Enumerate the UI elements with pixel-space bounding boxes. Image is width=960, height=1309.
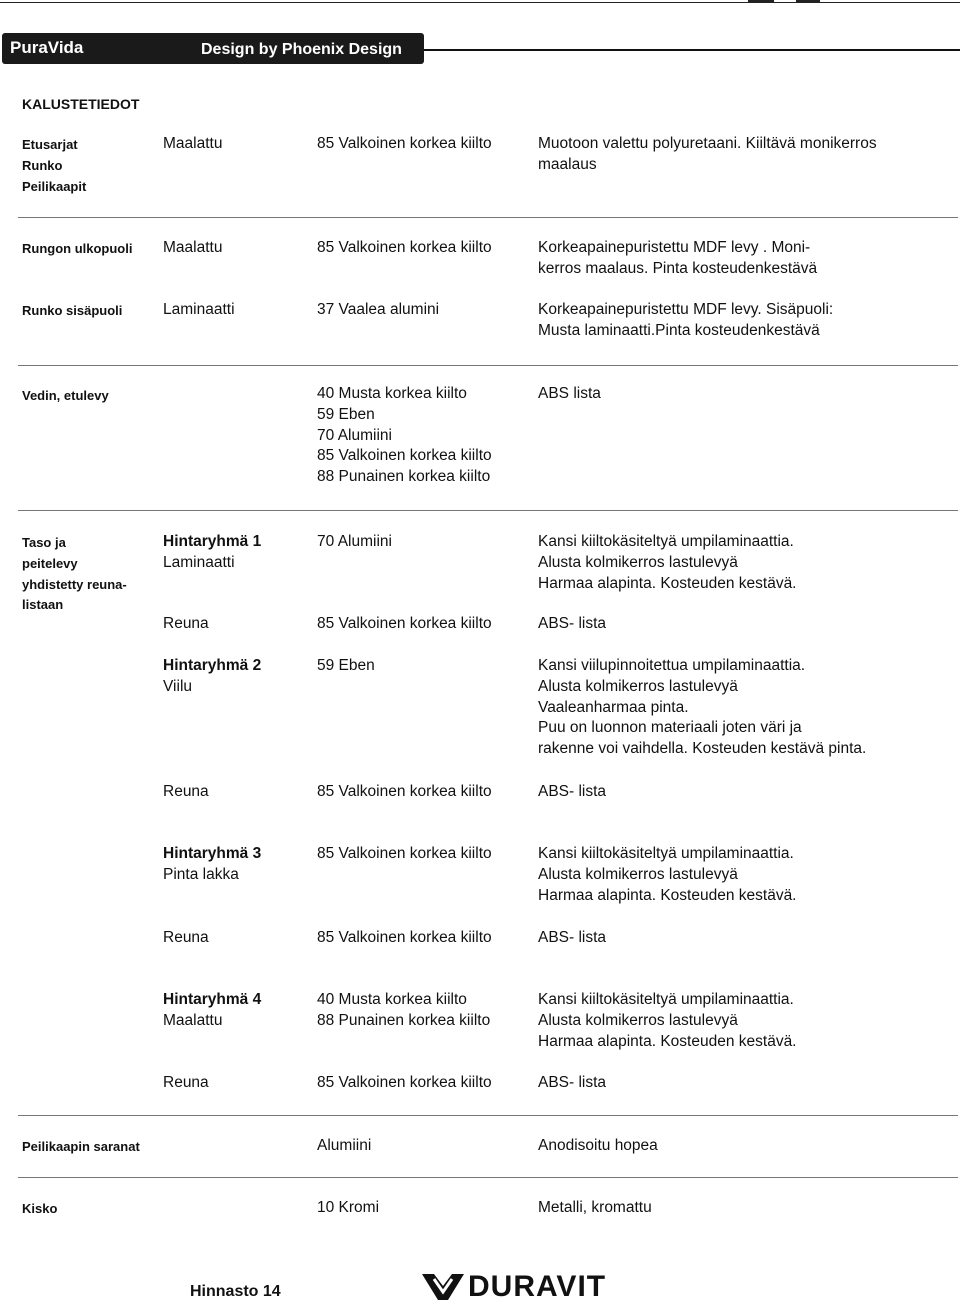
desc-line: Muotoon valettu polyuretaani. Kiiltävä monikerros	[538, 135, 877, 152]
price-group-material: Pinta lakka	[163, 865, 239, 883]
colour-list	[317, 384, 492, 488]
row-label-vedin-etulevy: Vedin, etulevy	[22, 388, 109, 403]
description-cell	[538, 990, 797, 1052]
header-rule	[424, 49, 960, 51]
price-group-name: Hintaryhmä 1	[163, 533, 262, 550]
desc-line: Musta laminaatti.Pinta kosteudenkestävä	[538, 321, 820, 339]
colour-list	[317, 990, 490, 1032]
colour-item: 40 Musta korkea kiilto	[317, 991, 467, 1008]
row-divider	[18, 365, 958, 366]
desc-line: kerros maalaus. Pinta kosteudenkestävä	[538, 259, 818, 277]
price-group-2	[163, 656, 261, 698]
row-label-runko-sisapuoli: Runko sisäpuoli	[22, 303, 123, 318]
edge-label: Reuna	[163, 783, 209, 800]
label-line: listaan	[22, 597, 64, 613]
price-group-name: Hintaryhmä 2	[163, 657, 262, 674]
desc-line: Kansi kiiltokäsiteltyä umpilaminaattia.	[538, 991, 794, 1008]
edge-label: Reuna	[163, 615, 209, 632]
label-line: Taso ja	[22, 535, 66, 550]
edge-label: Reuna	[163, 929, 209, 946]
row-label-peilikaapin-saranat: Peilikaapin saranat	[22, 1139, 140, 1154]
price-group-material: Maalattu	[163, 1011, 223, 1029]
description-cell	[538, 656, 866, 760]
row-divider	[18, 1177, 958, 1178]
desc-line: Alusta kolmikerros lastulevyä	[538, 865, 738, 883]
row-label-etusarjat	[22, 135, 86, 197]
colour-item: 59 Eben	[317, 405, 375, 423]
price-group-material: Viilu	[163, 677, 193, 695]
colour-item: 40 Musta korkea kiilto	[317, 385, 467, 402]
colour-cell: 37 Vaalea alumini	[317, 301, 440, 318]
price-group-4	[163, 990, 261, 1032]
colour-item: 70 Alumiini	[317, 426, 392, 444]
label-line: Runko	[22, 157, 63, 173]
label-line: Peilikaapit	[22, 178, 87, 194]
top-border-line	[0, 2, 960, 3]
designer-tagline: Design by Phoenix Design	[201, 41, 402, 58]
colour-cell: 85 Valkoinen korkea kiilto	[317, 135, 492, 152]
colour-cell: 85 Valkoinen korkea kiilto	[317, 239, 492, 256]
section-title: KALUSTETIEDOT	[22, 96, 140, 112]
row-divider	[18, 510, 958, 511]
desc-line: Alusta kolmikerros lastulevyä	[538, 1011, 738, 1029]
price-group-material: Laminaatti	[163, 553, 235, 571]
desc-line: Korkeapainepuristettu MDF levy. Sisäpuoli:	[538, 301, 834, 318]
desc-line: maalaus	[538, 155, 597, 173]
description-cell	[538, 844, 797, 906]
edge-colour: 85 Valkoinen korkea kiilto	[317, 929, 492, 946]
desc-line: Harmaa alapinta. Kosteuden kestävä.	[538, 574, 797, 592]
desc-line: Kansi kiiltokäsiteltyä umpilaminaattia.	[538, 533, 794, 550]
edge-description: ABS- lista	[538, 783, 607, 800]
description-cell	[538, 134, 877, 176]
price-group-name: Hintaryhmä 3	[163, 845, 262, 862]
edge-description: ABS- lista	[538, 1074, 607, 1091]
desc-line: Kansi kiiltokäsiteltyä umpilaminaattia.	[538, 845, 794, 862]
logo-wordmark: DURAVIT	[468, 1270, 607, 1303]
edge-colour: 85 Valkoinen korkea kiilto	[317, 1074, 492, 1091]
row-label-taso-ja-peitelevy	[22, 533, 127, 616]
edge-colour: 85 Valkoinen korkea kiilto	[317, 783, 492, 800]
desc-line: Alusta kolmikerros lastulevyä	[538, 553, 738, 571]
desc-line: Harmaa alapinta. Kosteuden kestävä.	[538, 886, 797, 904]
colour-item: 88 Punainen korkea kiilto	[317, 468, 491, 486]
description-cell	[538, 300, 833, 342]
price-group-name: Hintaryhmä 4	[163, 991, 262, 1008]
description-cell: Metalli, kromattu	[538, 1199, 652, 1216]
label-line: peitelevy	[22, 555, 78, 571]
description-cell	[538, 532, 797, 594]
colour-cell: 10 Kromi	[317, 1199, 380, 1216]
edge-label: Reuna	[163, 1074, 209, 1091]
desc-line: Puu on luonnon materiaali joten väri ja	[538, 719, 802, 737]
edge-description: ABS- lista	[538, 615, 607, 632]
finish-cell: Maalattu	[163, 135, 223, 152]
row-divider	[18, 1115, 958, 1116]
top-mark	[748, 0, 774, 2]
finish-cell: Maalattu	[163, 239, 223, 256]
label-line: yhdistetty reuna-	[22, 576, 127, 592]
price-group-1	[163, 532, 261, 574]
desc-line: Korkeapainepuristettu MDF levy . Moni-	[538, 239, 811, 256]
desc-line: Alusta kolmikerros lastulevyä	[538, 677, 738, 695]
colour-item: 88 Punainen korkea kiilto	[317, 1011, 491, 1029]
description-cell: ABS lista	[538, 385, 601, 402]
description-cell	[538, 238, 817, 280]
edge-description: ABS- lista	[538, 929, 607, 946]
top-mark	[796, 0, 820, 2]
finish-cell: Laminaatti	[163, 301, 235, 318]
row-label-kisko: Kisko	[22, 1201, 58, 1216]
desc-line: Vaaleanharmaa pinta.	[538, 698, 689, 716]
row-divider	[18, 217, 958, 218]
desc-line: rakenne voi vaihdella. Kosteuden kestävä pinta.	[538, 740, 867, 758]
edge-colour: 85 Valkoinen korkea kiilto	[317, 615, 492, 632]
colour-item: 85 Valkoinen korkea kiilto	[317, 447, 492, 465]
price-group-3	[163, 844, 261, 886]
row-label-rungon-ulkopuoli: Rungon ulkopuoli	[22, 241, 133, 256]
header-bar	[2, 33, 424, 64]
duravit-logo	[420, 1268, 606, 1306]
description-cell: Anodisoitu hopea	[538, 1137, 658, 1154]
desc-line: Harmaa alapinta. Kosteuden kestävä.	[538, 1032, 797, 1050]
label-line: Etusarjat	[22, 137, 78, 152]
duravit-logo-icon	[420, 1270, 466, 1304]
desc-line: Kansi viilupinnoitettua umpilaminaattia.	[538, 657, 806, 674]
brand-name: PuraVida	[10, 38, 84, 57]
colour-cell: 85 Valkoinen korkea kiilto	[317, 845, 492, 862]
colour-cell: 59 Eben	[317, 657, 375, 674]
colour-cell: Alumiini	[317, 1137, 372, 1154]
colour-cell: 70 Alumiini	[317, 533, 392, 550]
page-label: Hinnasto 14	[190, 1283, 281, 1300]
